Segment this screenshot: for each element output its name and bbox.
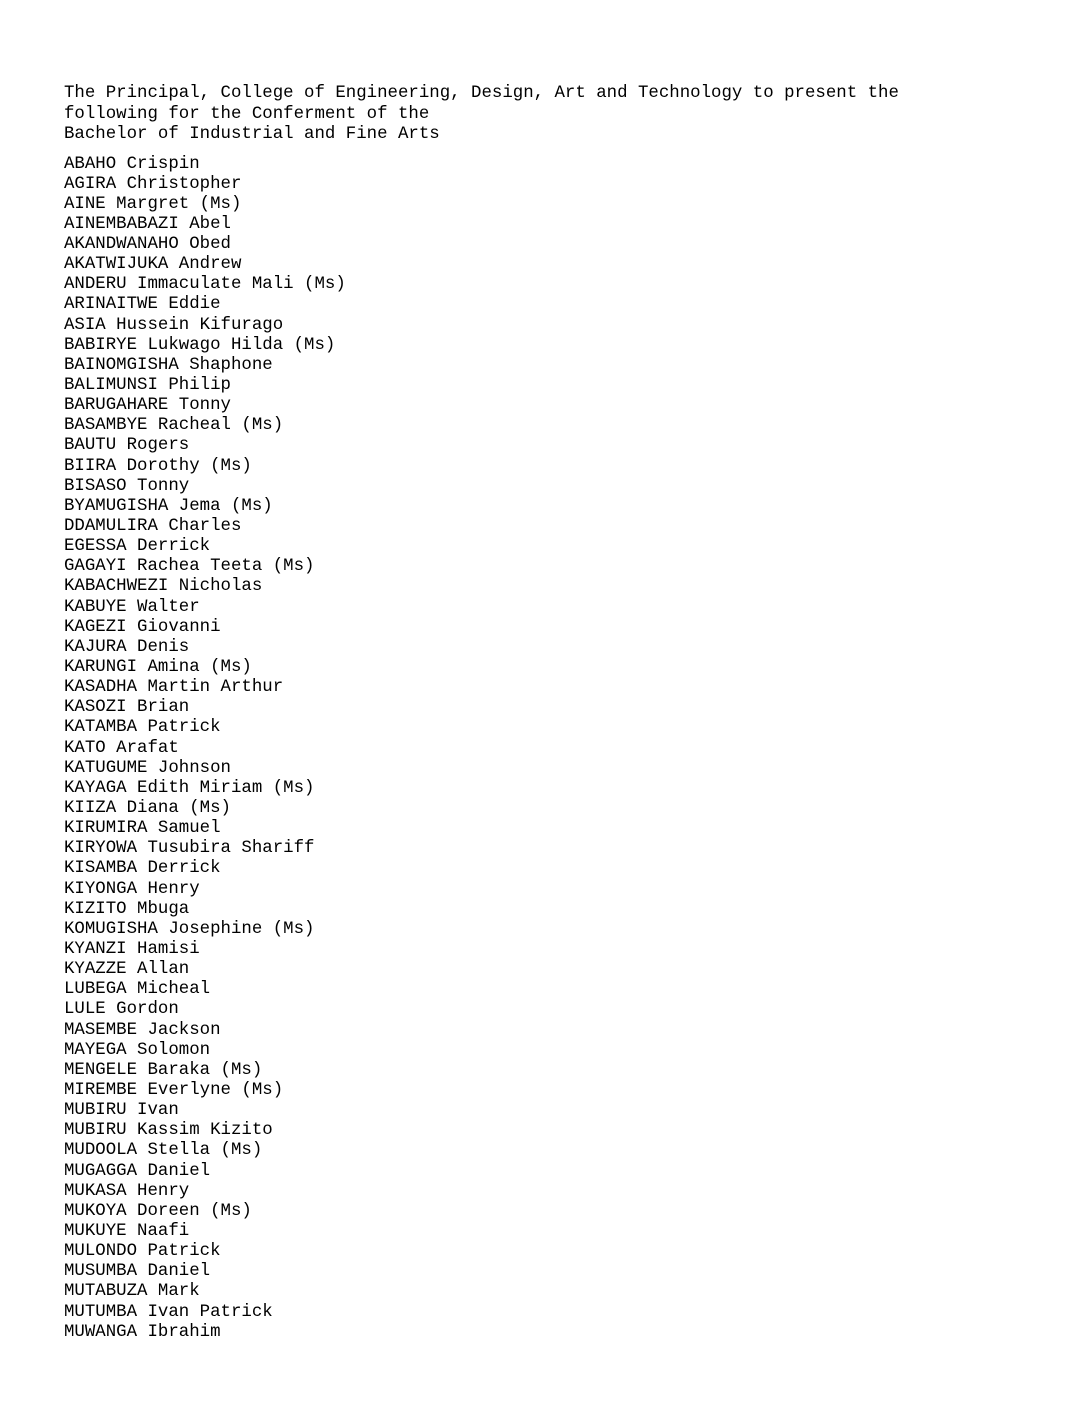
graduate-name: MIREMBE Everlyne (Ms) <box>64 1080 284 1100</box>
graduate-name: KARUNGI Amina (Ms) <box>64 658 252 678</box>
graduate-name: MUDOOLA Stella (Ms) <box>64 1141 263 1161</box>
graduate-name: ABAHO Crispin <box>64 154 200 174</box>
graduate-name: MUKUYE Naafi <box>64 1221 190 1241</box>
graduate-name: BALIMUNSI Philip <box>64 376 231 396</box>
graduate-name: KIYONGA Henry <box>64 879 200 899</box>
degree-title: Bachelor of Industrial and Fine Arts <box>64 125 440 144</box>
graduate-name: KISAMBA Derrick <box>64 859 221 879</box>
graduate-name: DDAMULIRA Charles <box>64 517 242 537</box>
header-line-2: following for the Conferment of the <box>64 104 430 124</box>
graduate-name: AKANDWANAHO Obed <box>64 235 231 255</box>
graduate-name: MUBIRU Kassim Kizito <box>64 1121 273 1141</box>
graduate-name: KIRYOWA Tusubira Shariff <box>64 839 315 859</box>
graduate-name: BAINOMGISHA Shaphone <box>64 355 273 375</box>
graduate-name: ANDERU Immaculate Mali (Ms) <box>64 275 346 295</box>
graduate-name: MUTUMBA Ivan Patrick <box>64 1302 273 1322</box>
graduate-name: MUSUMBA Daniel <box>64 1262 211 1282</box>
graduate-name: MASEMBE Jackson <box>64 1020 221 1040</box>
graduate-name: KIRUMIRA Samuel <box>64 819 221 839</box>
graduate-name: KABACHWEZI Nicholas <box>64 577 263 597</box>
graduate-name: MUBIRU Ivan <box>64 1101 179 1121</box>
graduate-name: KABUYE Walter <box>64 597 200 617</box>
graduate-name: KAJURA Denis <box>64 637 190 657</box>
graduate-name: AGIRA Christopher <box>64 174 242 194</box>
graduate-name: MENGELE Baraka (Ms) <box>64 1060 263 1080</box>
graduate-name: KYANZI Hamisi <box>64 939 200 959</box>
graduate-name: BARUGAHARE Tonny <box>64 396 231 416</box>
graduate-name: BAUTU Rogers <box>64 436 190 456</box>
document-header <box>64 84 1044 146</box>
graduate-name: GAGAYI Rachea Teeta (Ms) <box>64 557 315 577</box>
graduate-name: BYAMUGISHA Jema (Ms) <box>64 496 273 516</box>
graduate-name: KIIZA Diana (Ms) <box>64 799 231 818</box>
graduate-name: MUGAGGA Daniel <box>64 1161 211 1181</box>
graduate-name: MAYEGA Solomon <box>64 1040 211 1060</box>
graduate-name: EGESSA Derrick <box>64 537 211 557</box>
graduate-name: AINE Margret (Ms) <box>64 194 242 214</box>
graduate-name: LUBEGA Micheal <box>64 980 211 1000</box>
graduate-name: KAYAGA Edith Miriam (Ms) <box>64 778 315 798</box>
graduate-name: MUKOYA Doreen (Ms) <box>64 1201 252 1221</box>
graduate-name: BABIRYE Lukwago Hilda (Ms) <box>64 335 336 355</box>
graduate-name: AKATWIJUKA Andrew <box>64 255 242 275</box>
graduate-name: AINEMBABAZI Abel <box>64 214 231 234</box>
document-page <box>64 84 1044 1343</box>
graduate-name: BASAMBYE Racheal (Ms) <box>64 416 284 436</box>
graduate-name: KOMUGISHA Josephine (Ms) <box>64 919 315 939</box>
graduate-name: KASOZI Brian <box>64 698 190 718</box>
graduate-name: KAGEZI Giovanni <box>64 617 221 637</box>
graduate-name: KYAZZE Allan <box>64 960 190 980</box>
graduate-name: KASADHA Martin Arthur <box>64 678 284 698</box>
graduate-name: MUKASA Henry <box>64 1181 190 1201</box>
graduate-name: KATUGUME Johnson <box>64 758 231 778</box>
graduate-name: BISASO Tonny <box>64 476 190 496</box>
graduate-name: MULONDO Patrick <box>64 1242 221 1262</box>
header-line-1: The Principal, College of Engineering, Design, Art and Technology to present the <box>64 84 899 103</box>
graduate-name: MUTABUZA Mark <box>64 1282 200 1302</box>
graduate-name: ARINAITWE Eddie <box>64 295 221 315</box>
graduate-name: BIIRA Dorothy (Ms) <box>64 456 252 476</box>
graduate-name: KIZITO Mbuga <box>64 899 190 919</box>
graduate-name: KATO Arafat <box>64 738 179 758</box>
graduate-name: LULE Gordon <box>64 1000 179 1020</box>
graduate-name: MUWANGA Ibrahim <box>64 1322 221 1342</box>
graduate-name-list <box>64 155 1044 1343</box>
graduate-name: KATAMBA Patrick <box>64 718 221 738</box>
graduate-name: ASIA Hussein Kifurago <box>64 315 284 335</box>
